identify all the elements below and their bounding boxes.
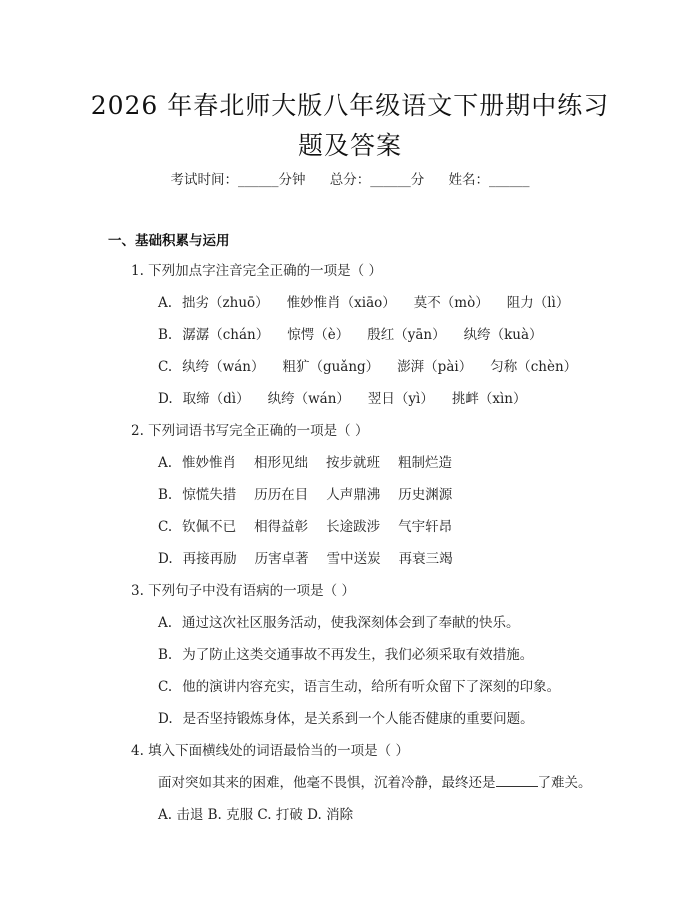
- option-item: 粗制烂造: [398, 455, 453, 471]
- option-label: C.: [158, 359, 173, 375]
- page-title: [60, 86, 640, 166]
- option-item: 殷红（yān）: [367, 327, 446, 343]
- option-text: 通过这次社区服务活动，使我深刻体会到了奉献的快乐。: [182, 615, 520, 631]
- option-item: 莫不（mò）: [413, 295, 489, 311]
- option-item: 气宇轩昂: [398, 519, 453, 535]
- option-label: D.: [158, 711, 173, 727]
- question-1-option-d: [158, 390, 545, 408]
- question-4-options: A. 击退 B. 克服 C. 打破 D. 消除: [158, 807, 354, 823]
- option-item: 人声鼎沸: [326, 487, 381, 503]
- option-item: 纨绔（wán）: [182, 359, 265, 375]
- exam-time: [170, 172, 309, 188]
- option-item: 历历在目: [254, 487, 309, 503]
- option-item: 历史渊源: [398, 487, 453, 503]
- time-unit: 分钟: [278, 172, 306, 188]
- option-label: D.: [158, 551, 173, 567]
- option-item: 再衰三竭: [398, 551, 453, 567]
- option-item: 潺潺（chán）: [182, 327, 270, 343]
- option-item: 惟妙惟肖（xiāo）: [286, 295, 396, 311]
- question-2-stem: 2. 下列词语书写完全正确的一项是（ ）: [131, 423, 369, 439]
- question-3-option-d: [158, 710, 534, 728]
- option-item: 惊慌失措: [182, 487, 237, 503]
- question-3-option-c: [158, 678, 560, 696]
- option-text: 他的演讲内容充实，语言生动，给所有听众留下了深刻的印象。: [182, 679, 561, 695]
- option-item: 取缔（dì）: [182, 391, 250, 407]
- fill-blank: [496, 774, 538, 787]
- option-item: 挑衅（xìn）: [451, 391, 527, 407]
- option-label: A.: [158, 455, 173, 471]
- name-blank: ______: [489, 172, 530, 188]
- student-name: [449, 172, 530, 188]
- option-label: B.: [158, 327, 173, 343]
- sentence-before: 面对突如其来的困难，他毫不畏惧，沉着冷静，最终还是: [158, 775, 496, 791]
- time-blank: ______: [237, 172, 279, 188]
- option-label: A.: [158, 295, 173, 311]
- name-label: 姓名：: [448, 172, 490, 188]
- option-text: 是否坚持锻炼身体，是关系到一个人能否健康的重要问题。: [182, 711, 534, 727]
- question-2-option-a: [158, 454, 470, 472]
- question-1-option-a: [158, 294, 587, 312]
- option-label: B.: [158, 487, 173, 503]
- option-item: 粗犷（guǎng）: [282, 359, 380, 375]
- score-unit: 分: [410, 172, 425, 188]
- question-2-option-c: [158, 518, 470, 536]
- option-item: 澎湃（pài）: [397, 359, 473, 375]
- question-2-option-b: [158, 486, 470, 504]
- option-item: 雪中送炭: [326, 551, 381, 567]
- score-blank: ______: [370, 172, 411, 188]
- option-item: 拙劣（zhuō）: [182, 295, 269, 311]
- section-heading: 一、基础积累与运用: [108, 233, 230, 249]
- option-item: 阻力（lì）: [506, 295, 570, 311]
- option-item: 按步就班: [326, 455, 381, 471]
- option-text: 为了防止这类交通事故不再发生，我们必须采取有效措施。: [182, 647, 534, 663]
- option-item: 相得益彰: [254, 519, 309, 535]
- option-label: A.: [158, 615, 173, 631]
- option-label: C.: [158, 679, 173, 695]
- option-item: 翌日（yì）: [367, 391, 434, 407]
- title-line-2: 题及答案: [297, 131, 402, 160]
- question-2-option-d: [158, 550, 471, 568]
- option-item: 钦佩不已: [182, 519, 237, 535]
- question-3-option-b: [158, 646, 533, 664]
- option-label: C.: [158, 519, 173, 535]
- time-label: 考试时间：: [170, 172, 238, 188]
- option-item: 再接再励: [182, 551, 237, 567]
- question-1-option-b: [158, 326, 561, 344]
- exam-meta: [0, 168, 700, 188]
- sentence-after: 了难关。: [537, 775, 592, 791]
- option-item: 纨绔（wán）: [267, 391, 350, 407]
- score-label: 总分：: [329, 172, 371, 188]
- option-item: 惊愕（è）: [287, 327, 350, 343]
- option-item: 惟妙惟肖: [182, 455, 237, 471]
- question-1-option-c: [158, 358, 595, 376]
- option-item: 相形见绌: [254, 455, 309, 471]
- option-item: 纨绔（kuà）: [463, 327, 543, 343]
- title-line-1: 2026 年春北师大版八年级语文下册期中练习: [90, 91, 610, 120]
- question-4-sentence: [158, 774, 592, 792]
- exam-score: [330, 172, 429, 188]
- option-item: 匀称（chèn）: [490, 359, 578, 375]
- option-label: D.: [158, 391, 173, 407]
- option-item: 长途跋涉: [326, 519, 381, 535]
- option-label: B.: [158, 647, 173, 663]
- question-3-option-a: [158, 614, 520, 632]
- question-1-stem: 1. 下列加点字注音完全正确的一项是（ ）: [131, 263, 382, 279]
- option-item: 历害卓著: [254, 551, 309, 567]
- question-3-stem: 3. 下列句子中没有语病的一项是（ ）: [131, 583, 355, 599]
- question-4-stem: 4. 填入下面横线处的词语最恰当的一项是（ ）: [131, 743, 409, 759]
